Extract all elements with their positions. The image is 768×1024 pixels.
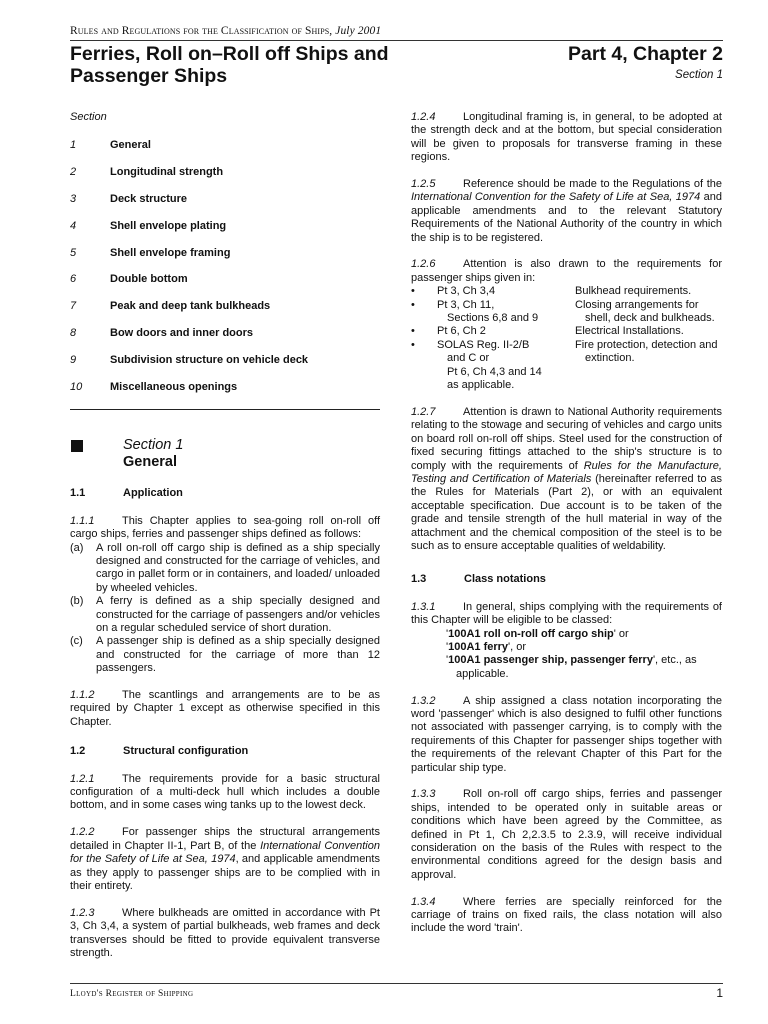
toc-title: Peak and deep tank bulkheads (110, 300, 271, 313)
section-name: General (123, 454, 177, 471)
paragraph-1-1-1 (70, 515, 380, 542)
paragraph-text: and applicable amendments and to the relevant Statutory Requirements of the National Authority of the country in which the ship is to be registered. (411, 191, 722, 244)
paragraph-text: Attention is also drawn to the requirements for passenger ships given in: (411, 258, 722, 284)
section-heading (70, 437, 380, 471)
paragraph-text: , and applicable amendments as they apply to passenger ships are to be complied with in their entirety. (70, 853, 380, 892)
reference-item (411, 325, 722, 338)
notation-tail: ' or (613, 627, 629, 640)
bullet-icon: • (411, 298, 415, 311)
toc-item[interactable] (70, 139, 380, 166)
list-text: A roll on-roll off cargo ship is defined as a ship specially designed and constructed for the carriage of vehicles, and cargo in pallet form or in containers, and loaded/ unloaded by wheeled vehicles. (96, 541, 380, 594)
list-text: A ferry is defined as a ship specially designed and constructed for the carriage of passengers and/or vehicles on a regular scheduled service of short duration. (96, 595, 380, 635)
class-notation-continuation: applicable. (456, 667, 509, 680)
paragraph-number: 1.1.2 (70, 689, 95, 702)
reference-source-line: Pt 3, Ch 11, (437, 298, 495, 311)
toc-number: 7 (70, 300, 77, 313)
paragraph-number: 1.2.3 (70, 906, 95, 919)
notation-text: 100A1 ferry (448, 640, 509, 653)
reference-source-line: and C or (447, 352, 490, 365)
paragraph-text: Reference should be made to the Regulations of the (463, 178, 722, 191)
reference-source-line: Sections 6,8 and 9 (447, 312, 539, 325)
class-notation: '100A1 roll on-roll off cargo ship' or (446, 627, 629, 640)
rules-title: Rules for the Manufacture, Testing and Certification of Materials (411, 459, 722, 485)
paragraph-text: Longitudinal framing is, in general, to be adopted at the strength deck and at the bottom, but special consideration will be given to proposals for transverse framing in these regions. (411, 111, 722, 164)
subsection-title: Structural configuration (123, 745, 249, 758)
paragraph-number: 1.3.2 (411, 694, 436, 707)
chapter-title (70, 43, 389, 87)
running-head-title: Rules and Regulations for the Classification of Ships, (70, 25, 333, 37)
reference-topic-line: Closing arrangements for (575, 298, 699, 311)
reference-source-line: Pt 6, Ch 4,3 and 14 (447, 365, 542, 378)
reference-source (437, 285, 575, 298)
bullet-icon: • (411, 285, 415, 298)
paragraph-text: In general, ships complying with the requirements of this Chapter will be eligible to be classed: (411, 600, 722, 627)
toc-number: 8 (70, 326, 77, 339)
paragraph-number: 1.3.4 (411, 895, 436, 908)
reference-source (437, 339, 575, 393)
subsection-number: 1.2 (70, 745, 86, 758)
reference-topic-line: Electrical Installations. (575, 325, 684, 338)
subsection-heading (70, 745, 380, 758)
toc-title: Double bottom (110, 273, 188, 286)
toc-title: Subdivision structure on vehicle deck (110, 353, 309, 366)
paragraph-text: This Chapter applies to sea-going roll on-roll off cargo ships, ferries and passenger ships defined as follows: (70, 514, 380, 541)
reference-topic (575, 299, 722, 326)
subsection-heading (411, 573, 722, 586)
paragraph-text: Where ferries are specially reinforced for the carriage of trains on fixed rails, the class notation will also include the word 'train'. (411, 895, 722, 935)
paragraph-number: 1.3.1 (411, 600, 436, 613)
toc-item[interactable] (70, 327, 380, 354)
publisher-name: Lloyd's Register of Shipping (70, 989, 194, 999)
toc-number: 3 (70, 193, 77, 205)
toc-item[interactable] (70, 193, 380, 220)
paragraph-number: 1.2.4 (411, 111, 436, 123)
reference-item (411, 339, 722, 393)
chapter-title-line-2: Passenger Ships (70, 65, 228, 87)
right-column (411, 111, 722, 949)
reference-topic (575, 339, 722, 393)
subsection-number: 1.1 (70, 487, 86, 500)
toc-number: 2 (70, 166, 77, 179)
toc-item[interactable] (70, 220, 380, 247)
paragraph-1-1-2 (70, 689, 380, 729)
toc-number: 6 (70, 273, 77, 286)
reference-item (411, 299, 722, 326)
toc-item[interactable] (70, 166, 380, 193)
paragraph-1-3-1 (411, 601, 722, 628)
bullet-icon: • (411, 338, 415, 351)
header-rule (70, 40, 723, 41)
toc-title: Bow doors and inner doors (110, 326, 254, 339)
running-head-date: July 2001 (335, 25, 382, 37)
paragraph-1-2-2 (70, 826, 380, 893)
footer-rule (70, 983, 723, 984)
toc-item[interactable] (70, 300, 380, 327)
class-notation: '100A1 ferry', or (446, 640, 527, 653)
notation-tail: ', etc., as (652, 654, 697, 667)
convention-title: International Convention for the Safety of Life at Sea, 1974 (70, 839, 380, 866)
paragraph-number: 1.3.3 (411, 788, 436, 801)
toc-divider (70, 409, 380, 410)
paragraph-1-2-7 (411, 406, 722, 553)
paragraph-text: For passenger ships the structural arrangements detailed in Chapter II-1, Part B, of the (70, 826, 380, 852)
subsection-title: Application (123, 487, 183, 500)
list-item (70, 595, 380, 635)
toc-number: 10 (70, 380, 83, 393)
class-notation: '100A1 passenger ship, passenger ferry', etc., as (446, 654, 697, 667)
paragraph-number: 1.1.1 (70, 514, 95, 527)
toc-item[interactable] (70, 247, 380, 274)
paragraph-1-2-1 (70, 773, 380, 813)
paragraph-number: 1.2.1 (70, 772, 95, 785)
reference-topic (575, 285, 722, 298)
notation-text: 100A1 passenger ship, passenger ferry (448, 654, 653, 667)
part-chapter-label: Part 4, Chapter 2 (568, 43, 723, 65)
toc-number: 9 (70, 353, 77, 366)
reference-topic (575, 325, 722, 338)
reference-topic-line: Bulkhead requirements. (575, 285, 692, 298)
reference-source (437, 299, 575, 326)
toc-heading: Section (70, 111, 107, 123)
reference-list (411, 285, 722, 392)
toc-title: Miscellaneous openings (110, 380, 238, 393)
reference-source-line: Pt 6, Ch 2 (437, 325, 486, 338)
toc-number: 1 (70, 139, 77, 152)
toc-title: General (110, 139, 151, 152)
paragraph-number: 1.2.5 (411, 178, 436, 191)
left-column (70, 111, 380, 974)
paragraph-text: The scantlings and arrangements are to be as required by Chapter 1 except as otherwise specified in this Chapter. (70, 689, 380, 728)
paragraph-number: 1.2.2 (70, 826, 95, 839)
toc-title: Deck structure (110, 193, 188, 205)
page-number: 1 (716, 986, 723, 1000)
section-label: Section 1 (675, 69, 723, 81)
paragraph-number: 1.2.6 (411, 258, 436, 271)
reference-item (411, 285, 722, 298)
list-label: (a) (70, 541, 84, 554)
toc-title: Shell envelope plating (110, 219, 227, 232)
paragraph-1-3-2 (411, 695, 722, 775)
toc-item[interactable] (70, 273, 380, 300)
paragraph-1-2-6 (411, 258, 722, 285)
paragraph-text: (hereinafter referred to as the Rules for Materials (Part 2), or with an equivalent acceptable specification. Due account is to be taken of the grade and tensile strength of the hull material in way of the attachment and the chemical composition of the steel is to be such as to ensure acceptable qualities of weldability. (411, 472, 722, 552)
paragraph-text: Attention is drawn to National Authority requirements relating to the stowage and securing of vehicles and cargo units on board roll on-roll off ships. Steel used for the construction of fixed securing fittings attached to the ship's structure is to comply with the requirements of (411, 405, 722, 472)
toc-title: Longitudinal strength (110, 166, 224, 179)
paragraph-1-2-5 (411, 178, 722, 245)
toc-item[interactable] (70, 354, 380, 381)
reference-topic-line: Fire protection, detection and (575, 338, 718, 351)
paragraph-1-3-3 (411, 788, 722, 882)
notation-tail: ', or (508, 640, 527, 653)
list-item (70, 542, 380, 596)
section-number: Section 1 (123, 437, 184, 454)
toc-number: 4 (70, 219, 77, 232)
reference-topic-line: extinction. (585, 352, 635, 365)
paragraph-1-2-4 (411, 111, 722, 165)
running-head (70, 25, 381, 37)
chapter-title-line-1: Ferries, Roll on–Roll off Ships and (70, 43, 389, 65)
reference-source (437, 325, 575, 338)
paragraph-text: A ship assigned a class notation incorporating the word 'passenger' which is also designed to fulfil other functions not associated with passenger carrying, is to comply with the requirements of this Chapter for passenger ships together with the requirements of the relevant Chapter of this Part for the particular ship type. (411, 694, 722, 774)
toc-title: Shell envelope framing (110, 246, 231, 259)
toc-item[interactable] (70, 381, 380, 408)
paragraph-text: Where bulkheads are omitted in accordance with Pt 3, Ch 3,4, a system of partial bulkheads, web frames and deck transverses should be fitted to provide equivalent transverse strength. (70, 906, 380, 959)
toc-number: 5 (70, 246, 77, 259)
reference-source-line: SOLAS Reg. II-2/B (437, 338, 530, 351)
paragraph-1-3-4 (411, 896, 722, 936)
list-label: (c) (70, 635, 83, 648)
reference-source-line: Pt 3, Ch 3,4 (437, 285, 496, 298)
paragraph-1-2-3 (70, 907, 380, 961)
notation-text: 100A1 roll on-roll off cargo ship (448, 627, 614, 640)
subsection-number: 1.3 (411, 573, 427, 586)
bullet-icon: • (411, 325, 415, 338)
paragraph-text: The requirements provide for a basic structural configuration of a multi-deck hull which includes a double bottom, and in some cases wing tanks up to the lowest deck. (70, 772, 380, 812)
paragraph-number: 1.2.7 (411, 405, 436, 418)
subsection-heading (70, 487, 380, 500)
list-label: (b) (70, 595, 84, 608)
paragraph-text: Roll on-roll off cargo ships, ferries and passenger ships, intended to be operated only in suitable areas or conditions which have been agreed by the Committee, as defined in Pt 1, Ch 2,2.3.5 to 2.3.9, will receive individual consideration on the basis of the Rules with respect to the environmental conditions agreed for the design basis and approval. (411, 788, 722, 881)
reference-source-line: as applicable. (447, 379, 515, 392)
list-text: A passenger ship is defined as a ship specially designed and constructed for the carriage of more than 12 passengers. (96, 635, 380, 675)
list-item (70, 635, 380, 675)
convention-title: International Convention for the Safety of Life at Sea, 1974 (411, 191, 701, 204)
section-marker-icon (71, 440, 83, 452)
reference-topic-line: shell, deck and bulkheads. (585, 312, 715, 325)
subsection-title: Class notations (464, 573, 546, 586)
